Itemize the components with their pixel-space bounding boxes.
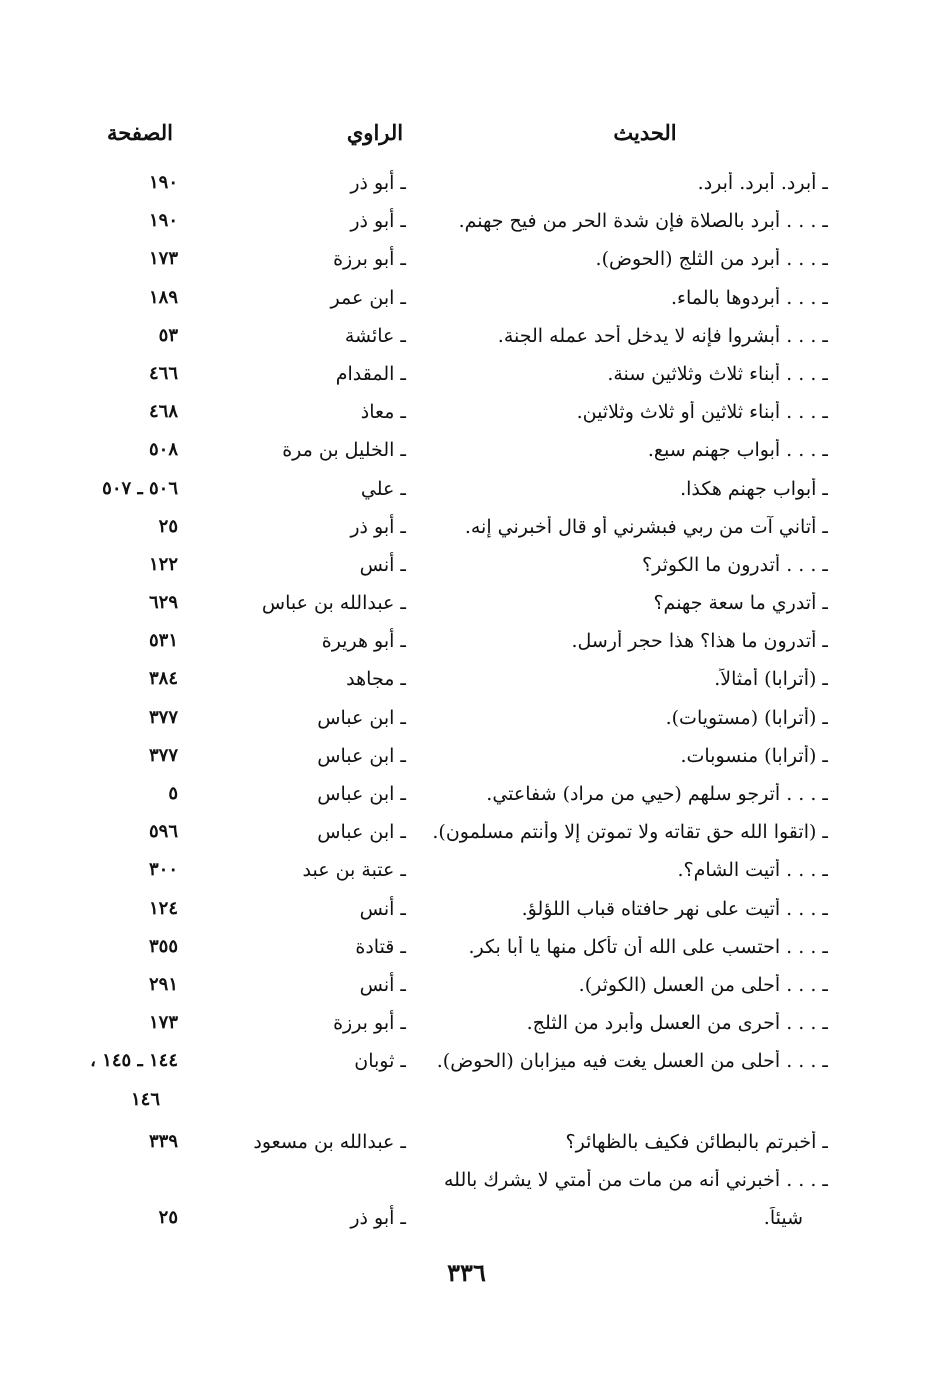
narrator: ـ الخليل بن مرة — [282, 439, 406, 462]
hadith-text: ـ . . . أبناء ثلاث وثلاثين سنة. — [607, 362, 828, 385]
hadith-text: ـ . . . أخبرني أنه من مات من أمتي لا يشرك بالله — [444, 1168, 828, 1191]
page-ref: ٤٦٨ — [148, 401, 178, 423]
hadith-text: ـ أخبرتم بالبطائن فكيف بالظهائر؟ — [565, 1130, 828, 1153]
narrator: ـ أنس — [359, 897, 406, 920]
hadith-text: ـ . . . أتدرون ما الكوثر؟ — [642, 553, 828, 576]
table-header — [0, 120, 933, 156]
hadith-text: ـ . . . احتسب على الله أن تأكل منها يا أبا بكر. — [468, 935, 828, 958]
hadith-text: ـ أتدرون ما هذا؟ هذا حجر أرسل. — [571, 630, 828, 653]
list-item — [0, 894, 933, 932]
page-ref: ١٢٢ — [148, 553, 178, 575]
list-item — [0, 703, 933, 741]
list-item — [0, 1165, 933, 1203]
page-number: ٣٣٦ — [447, 1258, 486, 1287]
list-item — [0, 932, 933, 970]
hadith-text: ـ . . . أتيت على نهر حافتاه قباب اللؤلؤ. — [521, 897, 828, 920]
list-item — [0, 1203, 933, 1241]
list-item — [0, 244, 933, 282]
narrator: ـ ابن عمر — [330, 286, 406, 309]
narrator: ـ أبو ذر — [350, 210, 406, 233]
page-ref: ١٤٤ ـ ١٤٥ ، — [90, 1050, 178, 1072]
page-ref: ٥٣١ — [148, 630, 178, 652]
list-item — [0, 817, 933, 855]
list-item — [0, 321, 933, 359]
page-ref: ١٤٦ — [130, 1088, 160, 1110]
list-item — [0, 168, 933, 206]
page-ref: ٣٣٩ — [148, 1130, 178, 1152]
page-ref: ٥٠٨ — [148, 439, 178, 461]
page-ref: ٥ — [168, 783, 178, 804]
hadith-text: ـ . . . أبرد بالصلاة فإن شدة الحر من فيح جهنم. — [458, 210, 828, 233]
page-ref: ٣٧٧ — [148, 706, 178, 728]
list-item — [0, 474, 933, 512]
narrator: ـ أنس — [359, 973, 406, 996]
hadith-text: ـ . . . أترجو سلهم (حيي من مراد) شفاعتي. — [486, 783, 828, 805]
narrator: ـ ابن عباس — [317, 706, 406, 729]
list-item — [0, 397, 933, 435]
hadith-text: ـ أتدري ما سعة جهنم؟ — [653, 592, 828, 615]
hadith-text: ـ . . . أبناء ثلاثين أو ثلاث وثلاثين. — [576, 401, 828, 424]
hadith-text: ـ (أترابا) منسوبات. — [680, 744, 828, 767]
narrator: ـ ثوبان — [354, 1050, 406, 1073]
narrator: ـ أبو هريرة — [321, 630, 406, 653]
narrator: ـ ابن عباس — [317, 783, 406, 805]
list-item — [0, 1127, 933, 1165]
page-ref: ٢٥ — [158, 515, 178, 537]
list-item — [0, 664, 933, 702]
hadith-text: ـ . . . أحلى من العسل يغت فيه ميزابان (الحوض). — [436, 1050, 828, 1073]
hadith-text: ـ أتاني آت من ربي فبشرني أو قال أخبرني إنه. — [464, 515, 828, 538]
hadith-text: ـ (اتقوا الله حق تقاته ولا تموتن إلا وأنتم مسلمون). — [432, 821, 828, 844]
narrator: ـ قتادة — [355, 935, 406, 958]
page-ref: ٥٠٦ ـ ٥٠٧ — [102, 477, 178, 499]
page-ref: ٥٣ — [158, 324, 178, 346]
page-ref: ٦٢٩ — [148, 592, 178, 614]
header-page: الصفحة — [107, 120, 173, 145]
header-hadith: الحديث — [613, 120, 677, 145]
page-ref: ٥٩٦ — [148, 821, 178, 843]
list-item — [0, 550, 933, 588]
narrator: ـ عتبة بن عبد — [302, 859, 406, 882]
page-ref: ٢٩١ — [148, 973, 178, 995]
narrator: ـ عائشة — [344, 324, 406, 347]
hadith-text: ـ . . . أتيت الشام؟. — [677, 859, 828, 882]
page-ref: ١٧٣ — [148, 1012, 178, 1034]
narrator: ـ عبدالله بن مسعود — [253, 1130, 406, 1153]
hadith-text: ـ أبواب جهنم هكذا. — [680, 477, 828, 500]
header-rawi: الراوي — [346, 120, 404, 145]
page-ref: ١٩٠ — [148, 210, 178, 232]
narrator: ـ علي — [360, 477, 406, 500]
narrator: ـ معاذ — [360, 401, 406, 424]
hadith-text: ـ . . . أبردوها بالماء. — [671, 286, 828, 309]
hadith-text: ـ أبرد. أبرد. أبرد. — [697, 172, 828, 194]
page-ref: ١٧٣ — [148, 248, 178, 270]
list-item — [0, 626, 933, 664]
list-item — [0, 512, 933, 550]
narrator: ـ أبو برزة — [333, 248, 406, 271]
hadith-text: ـ . . . أحلى من العسل (الكوثر). — [578, 973, 828, 996]
list-item — [0, 435, 933, 473]
page-ref: ٣٨٤ — [148, 668, 178, 690]
list-item — [0, 970, 933, 1008]
page-ref: ٤٦٦ — [148, 362, 178, 384]
list-item — [0, 588, 933, 626]
hadith-text: ـ . . . أحرى من العسل وأبرد من الثلج. — [526, 1012, 828, 1035]
narrator: ـ أنس — [359, 553, 406, 576]
hadith-index-list — [0, 168, 933, 1241]
list-item — [0, 1008, 933, 1046]
hadith-text: ـ . . . أبواب جهنم سبع. — [647, 439, 828, 462]
list-item — [0, 779, 933, 817]
page-ref: ٣٧٧ — [148, 744, 178, 766]
narrator: ـ ابن عباس — [317, 744, 406, 767]
narrator: ـ أبو ذر — [350, 1207, 406, 1230]
list-item — [0, 1085, 933, 1123]
narrator: ـ ابن عباس — [317, 821, 406, 844]
narrator: ـ أبو ذر — [350, 515, 406, 538]
hadith-text: شيئاً. — [763, 1207, 803, 1230]
page-ref: ٣٥٥ — [148, 935, 178, 957]
list-item — [0, 741, 933, 779]
page-ref: ١٨٩ — [148, 286, 178, 308]
narrator: ـ أبو برزة — [333, 1012, 406, 1035]
list-item — [0, 1046, 933, 1084]
page-ref: ٢٥ — [158, 1207, 178, 1229]
narrator: ـ أبو ذر — [350, 172, 406, 194]
page-ref: ٣٠٠ — [148, 859, 178, 881]
hadith-text: ـ (أترابا) (مستويات). — [665, 706, 828, 729]
narrator: ـ المقدام — [335, 362, 406, 385]
hadith-text: ـ (أترابا) أمثالاً. — [714, 668, 828, 691]
narrator: ـ مجاهد — [346, 668, 406, 691]
page-ref: ١٢٤ — [148, 897, 178, 919]
hadith-text: ـ . . . أبرد من الثلج (الحوض). — [595, 248, 828, 271]
hadith-text: ـ . . . أبشروا فإنه لا يدخل أحد عمله الجنة. — [497, 324, 828, 347]
list-item — [0, 206, 933, 244]
page-ref: ١٩٠ — [148, 172, 178, 193]
list-item — [0, 359, 933, 397]
list-item — [0, 283, 933, 321]
narrator: ـ عبدالله بن عباس — [261, 592, 406, 615]
list-item — [0, 855, 933, 893]
